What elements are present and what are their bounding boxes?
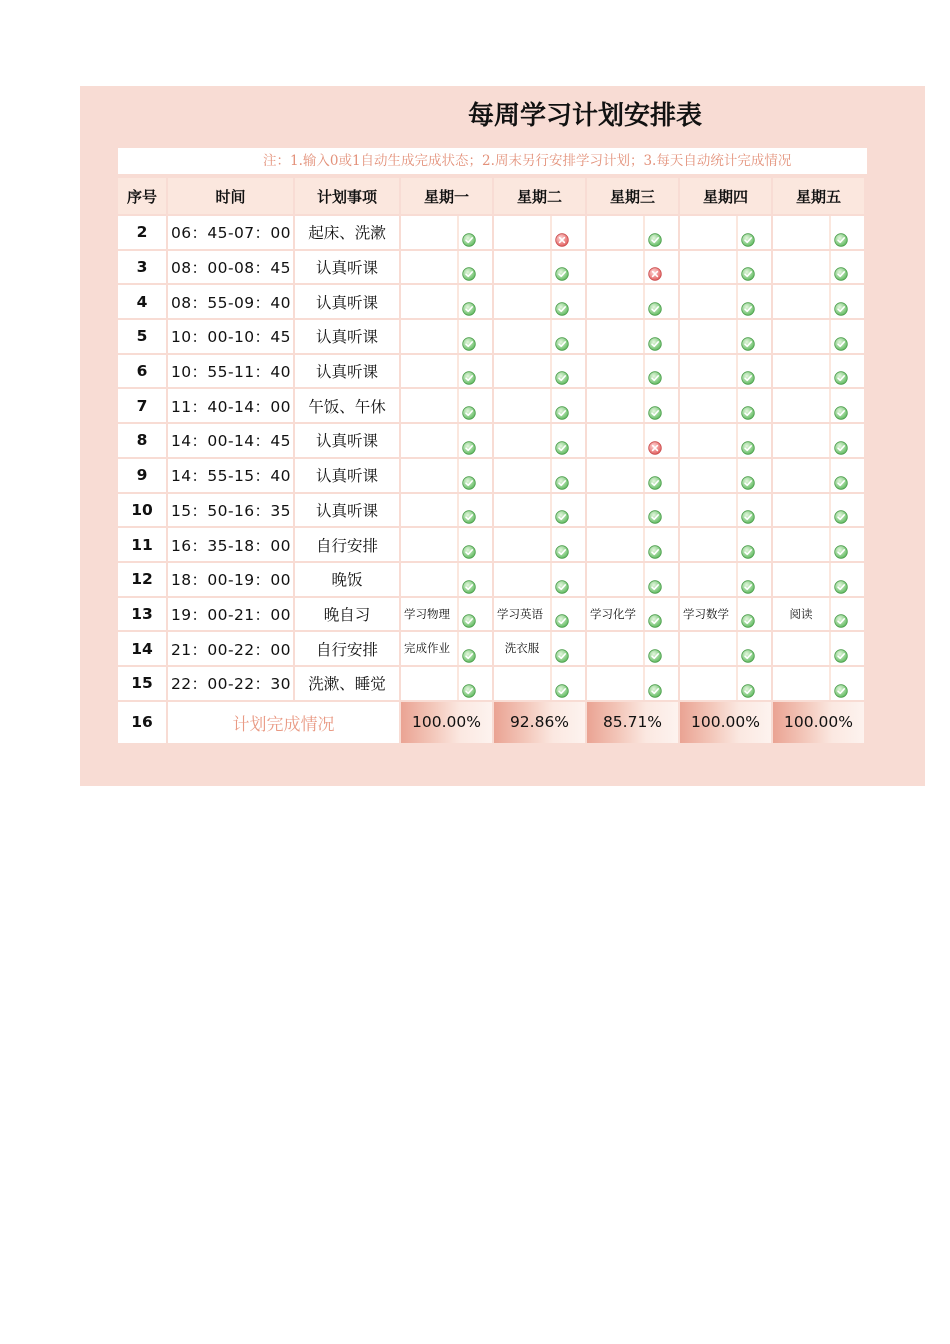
table-row: [118, 632, 864, 665]
row-time[interactable]: 19：00-21：00: [168, 598, 293, 631]
check-circle-icon: [829, 598, 864, 631]
check-circle-icon: [457, 389, 492, 422]
cell-wednesday[interactable]: [587, 320, 678, 353]
check-circle-icon: [736, 494, 771, 527]
row-time[interactable]: 15：50-16：35: [168, 494, 293, 527]
row-seq[interactable]: 15: [118, 667, 166, 700]
cell-tuesday[interactable]: [494, 459, 585, 492]
row-seq[interactable]: 9: [118, 459, 166, 492]
cell-tuesday[interactable]: [494, 598, 585, 631]
check-circle-icon: [550, 251, 585, 284]
check-circle-icon: [829, 459, 864, 492]
check-circle-icon: [829, 285, 864, 318]
row-time[interactable]: 08：55-09：40: [168, 285, 293, 318]
row-time[interactable]: 10：55-11：40: [168, 355, 293, 388]
cell-tuesday[interactable]: [494, 389, 585, 422]
cell-wednesday[interactable]: [587, 528, 678, 561]
check-circle-icon: [736, 632, 771, 665]
check-circle-icon: [457, 355, 492, 388]
table-row: [118, 355, 864, 388]
table-row: [118, 389, 864, 422]
cell-friday[interactable]: [773, 598, 864, 631]
row-task[interactable]: 认真听课: [295, 459, 399, 492]
cell-monday[interactable]: [401, 528, 492, 561]
table-row: [118, 598, 864, 631]
check-circle-icon: [643, 355, 678, 388]
cell-friday[interactable]: [773, 355, 864, 388]
row-time[interactable]: 22：00-22：30: [168, 667, 293, 700]
check-circle-icon: [643, 632, 678, 665]
check-circle-icon: [550, 320, 585, 353]
cell-note: 学习英语: [497, 606, 543, 621]
x-circle-icon: [643, 424, 678, 457]
check-circle-icon: [829, 632, 864, 665]
cell-thursday[interactable]: [680, 355, 771, 388]
cell-monday[interactable]: [401, 285, 492, 318]
completion-wednesday[interactable]: 85.71%: [587, 702, 678, 743]
row-task[interactable]: 认真听课: [295, 251, 399, 284]
check-circle-icon: [550, 355, 585, 388]
cell-tuesday[interactable]: [494, 355, 585, 388]
cell-tuesday[interactable]: [494, 216, 585, 249]
check-circle-icon: [457, 632, 492, 665]
cell-wednesday[interactable]: [587, 667, 678, 700]
cell-tuesday[interactable]: [494, 563, 585, 596]
check-circle-icon: [457, 528, 492, 561]
cell-note: 阅读: [789, 606, 813, 621]
completion-monday[interactable]: 100.00%: [401, 702, 492, 743]
table-row: [118, 563, 864, 596]
header-seq: 序号: [118, 178, 166, 214]
cell-tuesday[interactable]: [494, 251, 585, 284]
check-circle-icon: [829, 389, 864, 422]
header-friday: 星期五: [773, 178, 864, 214]
check-circle-icon: [457, 598, 492, 631]
completion-tuesday[interactable]: 92.86%: [494, 702, 585, 743]
cell-wednesday[interactable]: [587, 424, 678, 457]
cell-monday[interactable]: [401, 251, 492, 284]
row-task[interactable]: 认真听课: [295, 320, 399, 353]
check-circle-icon: [457, 494, 492, 527]
cell-thursday[interactable]: [680, 320, 771, 353]
check-circle-icon: [736, 285, 771, 318]
cell-friday[interactable]: [773, 528, 864, 561]
check-circle-icon: [829, 251, 864, 284]
row-task[interactable]: 洗漱、睡觉: [295, 667, 399, 700]
cell-wednesday[interactable]: [587, 598, 678, 631]
check-circle-icon: [550, 667, 585, 700]
cell-note: 学习数学: [683, 606, 729, 621]
row-time[interactable]: 11：40-14：00: [168, 389, 293, 422]
cell-tuesday[interactable]: [494, 667, 585, 700]
cell-tuesday[interactable]: [494, 494, 585, 527]
header-thursday: 星期四: [680, 178, 771, 214]
table-row: [118, 459, 864, 492]
check-circle-icon: [829, 424, 864, 457]
table-row: [118, 667, 864, 700]
header-wednesday: 星期三: [587, 178, 678, 214]
check-circle-icon: [643, 459, 678, 492]
check-circle-icon: [457, 251, 492, 284]
cell-monday[interactable]: [401, 563, 492, 596]
completion-thursday[interactable]: 100.00%: [680, 702, 771, 743]
row-task[interactable]: 认真听课: [295, 494, 399, 527]
cell-monday[interactable]: [401, 424, 492, 457]
check-circle-icon: [457, 320, 492, 353]
cell-friday[interactable]: [773, 667, 864, 700]
row-seq[interactable]: 11: [118, 528, 166, 561]
cell-wednesday[interactable]: [587, 563, 678, 596]
cell-wednesday[interactable]: [587, 251, 678, 284]
row-task[interactable]: 自行安排: [295, 632, 399, 665]
cell-friday[interactable]: [773, 563, 864, 596]
header-time: 时间: [168, 178, 293, 214]
cell-friday[interactable]: [773, 632, 864, 665]
check-circle-icon: [736, 424, 771, 457]
row-time[interactable]: 18：00-19：00: [168, 563, 293, 596]
row-task[interactable]: 认真听课: [295, 285, 399, 318]
cell-thursday[interactable]: [680, 667, 771, 700]
cell-monday[interactable]: [401, 598, 492, 631]
row-seq[interactable]: 6: [118, 355, 166, 388]
cell-thursday[interactable]: [680, 424, 771, 457]
cell-thursday[interactable]: [680, 285, 771, 318]
row-seq[interactable]: 2: [118, 216, 166, 249]
cell-friday[interactable]: [773, 424, 864, 457]
row-seq[interactable]: 8: [118, 424, 166, 457]
cell-friday[interactable]: [773, 320, 864, 353]
check-circle-icon: [643, 389, 678, 422]
summary-seq[interactable]: 16: [118, 702, 166, 743]
cell-friday[interactable]: [773, 459, 864, 492]
cell-wednesday[interactable]: [587, 355, 678, 388]
cell-note: 完成作业: [404, 641, 450, 656]
table-row: [118, 424, 864, 457]
cell-monday[interactable]: [401, 320, 492, 353]
check-circle-icon: [736, 251, 771, 284]
cell-thursday[interactable]: [680, 632, 771, 665]
cell-wednesday[interactable]: [587, 494, 678, 527]
cell-friday[interactable]: [773, 251, 864, 284]
cell-thursday[interactable]: [680, 251, 771, 284]
cell-monday[interactable]: [401, 494, 492, 527]
check-circle-icon: [736, 528, 771, 561]
check-circle-icon: [736, 598, 771, 631]
row-time[interactable]: 06：45-07：00: [168, 216, 293, 249]
cell-thursday[interactable]: [680, 598, 771, 631]
check-circle-icon: [457, 563, 492, 596]
cell-thursday[interactable]: [680, 459, 771, 492]
row-seq[interactable]: 7: [118, 389, 166, 422]
row-seq[interactable]: 13: [118, 598, 166, 631]
cell-monday[interactable]: [401, 459, 492, 492]
cell-monday[interactable]: [401, 216, 492, 249]
check-circle-icon: [643, 320, 678, 353]
check-circle-icon: [643, 216, 678, 249]
row-task[interactable]: 自行安排: [295, 528, 399, 561]
check-circle-icon: [550, 459, 585, 492]
row-time[interactable]: 10：00-10：45: [168, 320, 293, 353]
check-circle-icon: [736, 563, 771, 596]
check-circle-icon: [829, 216, 864, 249]
cell-wednesday[interactable]: [587, 632, 678, 665]
cell-thursday[interactable]: [680, 563, 771, 596]
cell-monday[interactable]: [401, 355, 492, 388]
cell-note: 洗衣服: [504, 641, 540, 656]
row-task[interactable]: 起床、洗漱: [295, 216, 399, 249]
row-time[interactable]: 21：00-22：00: [168, 632, 293, 665]
completion-friday[interactable]: 100.00%: [773, 702, 864, 743]
check-circle-icon: [550, 632, 585, 665]
cell-tuesday[interactable]: [494, 285, 585, 318]
check-circle-icon: [829, 563, 864, 596]
cell-note: 学习化学: [590, 606, 636, 621]
cell-note: 学习物理: [404, 606, 450, 621]
row-task[interactable]: 认真听课: [295, 424, 399, 457]
check-circle-icon: [550, 424, 585, 457]
check-circle-icon: [643, 494, 678, 527]
check-circle-icon: [643, 528, 678, 561]
header-tuesday: 星期二: [494, 178, 585, 214]
check-circle-icon: [736, 389, 771, 422]
check-circle-icon: [829, 528, 864, 561]
row-time[interactable]: 16：35-18：00: [168, 528, 293, 561]
check-circle-icon: [643, 285, 678, 318]
summary-row: [118, 702, 864, 743]
summary-label[interactable]: 计划完成情况: [168, 702, 399, 743]
cell-thursday[interactable]: [680, 389, 771, 422]
check-circle-icon: [550, 494, 585, 527]
row-seq[interactable]: 3: [118, 251, 166, 284]
cell-thursday[interactable]: [680, 216, 771, 249]
cell-tuesday[interactable]: [494, 528, 585, 561]
check-circle-icon: [643, 667, 678, 700]
cell-tuesday[interactable]: [494, 424, 585, 457]
check-circle-icon: [736, 355, 771, 388]
check-circle-icon: [829, 320, 864, 353]
table-row: [118, 320, 864, 353]
row-seq[interactable]: 12: [118, 563, 166, 596]
row-seq[interactable]: 14: [118, 632, 166, 665]
row-task[interactable]: 晚饭: [295, 563, 399, 596]
cell-monday[interactable]: [401, 632, 492, 665]
check-circle-icon: [457, 459, 492, 492]
check-circle-icon: [736, 320, 771, 353]
row-seq[interactable]: 10: [118, 494, 166, 527]
cell-wednesday[interactable]: [587, 459, 678, 492]
cell-thursday[interactable]: [680, 528, 771, 561]
check-circle-icon: [736, 459, 771, 492]
table-row: [118, 528, 864, 561]
cell-tuesday[interactable]: [494, 320, 585, 353]
check-circle-icon: [643, 563, 678, 596]
row-seq[interactable]: 5: [118, 320, 166, 353]
cell-friday[interactable]: [773, 285, 864, 318]
check-circle-icon: [643, 598, 678, 631]
header-task: 计划事项: [295, 178, 399, 214]
row-time[interactable]: 14：55-15：40: [168, 459, 293, 492]
cell-monday[interactable]: [401, 389, 492, 422]
page-title: 每周学习计划安排表: [467, 101, 702, 131]
header-row: [118, 178, 864, 214]
check-circle-icon: [457, 285, 492, 318]
row-time[interactable]: 14：00-14：45: [168, 424, 293, 457]
header-monday: 星期一: [401, 178, 492, 214]
check-circle-icon: [457, 424, 492, 457]
check-circle-icon: [829, 355, 864, 388]
check-circle-icon: [550, 598, 585, 631]
check-circle-icon: [829, 667, 864, 700]
x-circle-icon: [550, 216, 585, 249]
table-row: [118, 285, 864, 318]
check-circle-icon: [736, 216, 771, 249]
cell-tuesday[interactable]: [494, 632, 585, 665]
row-seq[interactable]: 4: [118, 285, 166, 318]
check-circle-icon: [550, 389, 585, 422]
cell-monday[interactable]: [401, 667, 492, 700]
cell-wednesday[interactable]: [587, 216, 678, 249]
check-circle-icon: [829, 494, 864, 527]
cell-friday[interactable]: [773, 494, 864, 527]
cell-friday[interactable]: [773, 389, 864, 422]
table-row: [118, 494, 864, 527]
check-circle-icon: [550, 563, 585, 596]
table-row: [118, 216, 864, 249]
check-circle-icon: [457, 216, 492, 249]
check-circle-icon: [736, 667, 771, 700]
cell-wednesday[interactable]: [587, 389, 678, 422]
row-task[interactable]: 午饭、午休: [295, 389, 399, 422]
cell-wednesday[interactable]: [587, 285, 678, 318]
x-circle-icon: [643, 251, 678, 284]
table-row: [118, 251, 864, 284]
row-task[interactable]: 晚自习: [295, 598, 399, 631]
row-time[interactable]: 08：00-08：45: [168, 251, 293, 284]
instruction-note: 注：1.输入0或1自动生成完成状态；2.周末另行安排学习计划；3.每天自动统计完成情况: [118, 148, 867, 174]
plan-table: [116, 176, 866, 745]
check-circle-icon: [550, 528, 585, 561]
check-circle-icon: [457, 667, 492, 700]
check-circle-icon: [550, 285, 585, 318]
cell-thursday[interactable]: [680, 494, 771, 527]
row-task[interactable]: 认真听课: [295, 355, 399, 388]
cell-friday[interactable]: [773, 216, 864, 249]
